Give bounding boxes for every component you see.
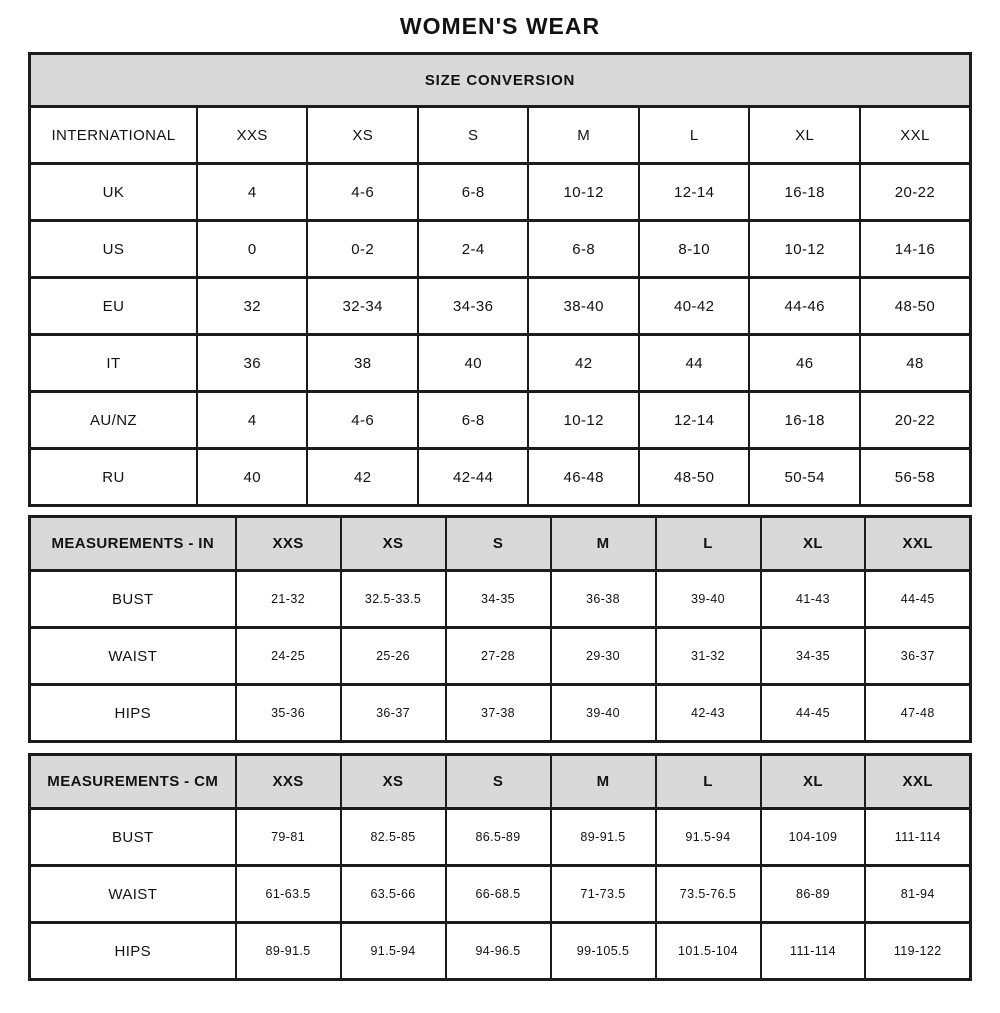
row-label: IT (30, 335, 197, 392)
table-row (30, 392, 971, 449)
size-value-cell: 0 (197, 221, 308, 278)
size-value-cell: 44-45 (865, 571, 970, 628)
size-value-cell: 20-22 (860, 164, 971, 221)
size-value-cell: 36-37 (341, 685, 446, 742)
size-value-cell: 4-6 (307, 164, 418, 221)
row-header-label: MEASUREMENTS - IN (30, 517, 236, 571)
size-value-cell: 34-35 (761, 628, 866, 685)
size-value-cell: 29-30 (551, 628, 656, 685)
size-value-cell: 44-45 (761, 685, 866, 742)
size-column-header: XL (761, 755, 866, 809)
size-guide-page (0, 13, 1000, 981)
size-conversion-table (28, 52, 972, 507)
size-column-header: XL (761, 517, 866, 571)
size-column-header: XS (341, 755, 446, 809)
size-value-cell: 16-18 (749, 392, 860, 449)
size-value-cell: 16-18 (749, 164, 860, 221)
row-header-label: INTERNATIONAL (30, 107, 197, 164)
size-value-cell: 41-43 (761, 571, 866, 628)
size-value-cell: 10-12 (528, 392, 639, 449)
size-value-cell: 79-81 (236, 809, 341, 866)
size-column-header: L (639, 107, 750, 164)
table-banner-row (30, 54, 971, 107)
size-value-cell: 4-6 (307, 392, 418, 449)
size-header-row (30, 107, 971, 164)
table-row (30, 335, 971, 392)
row-label: US (30, 221, 197, 278)
size-column-header: M (551, 517, 656, 571)
row-label: WAIST (30, 866, 236, 923)
size-value-cell: 24-25 (236, 628, 341, 685)
row-label: BUST (30, 809, 236, 866)
size-value-cell: 46-48 (528, 449, 639, 506)
size-value-cell: 21-32 (236, 571, 341, 628)
size-value-cell: 101.5-104 (656, 923, 761, 980)
size-value-cell: 36-38 (551, 571, 656, 628)
size-column-header: XXS (197, 107, 308, 164)
size-value-cell: 81-94 (865, 866, 970, 923)
size-value-cell: 12-14 (639, 392, 750, 449)
size-value-cell: 56-58 (860, 449, 971, 506)
size-column-header: XL (749, 107, 860, 164)
measurements-cm-table (28, 753, 972, 981)
size-value-cell: 0-2 (307, 221, 418, 278)
size-column-header: XXS (236, 517, 341, 571)
table-row (30, 628, 971, 685)
size-column-header: M (528, 107, 639, 164)
size-column-header: XS (307, 107, 418, 164)
size-value-cell: 6-8 (528, 221, 639, 278)
size-value-cell: 40 (418, 335, 529, 392)
table-row (30, 164, 971, 221)
size-value-cell: 48-50 (860, 278, 971, 335)
size-column-header: S (418, 107, 529, 164)
size-value-cell: 99-105.5 (551, 923, 656, 980)
size-value-cell: 48 (860, 335, 971, 392)
size-value-cell: 44 (639, 335, 750, 392)
row-label: HIPS (30, 685, 236, 742)
size-value-cell: 63.5-66 (341, 866, 446, 923)
size-value-cell: 42-43 (656, 685, 761, 742)
size-value-cell: 111-114 (761, 923, 866, 980)
size-value-cell: 46 (749, 335, 860, 392)
size-value-cell: 66-68.5 (446, 866, 551, 923)
size-column-header: S (446, 755, 551, 809)
size-value-cell: 89-91.5 (551, 809, 656, 866)
size-value-cell: 40-42 (639, 278, 750, 335)
size-value-cell: 32-34 (307, 278, 418, 335)
row-label: WAIST (30, 628, 236, 685)
size-value-cell: 10-12 (528, 164, 639, 221)
size-value-cell: 4 (197, 164, 308, 221)
row-label: HIPS (30, 923, 236, 980)
size-column-header: L (656, 755, 761, 809)
size-value-cell: 91.5-94 (341, 923, 446, 980)
row-label: RU (30, 449, 197, 506)
size-value-cell: 36 (197, 335, 308, 392)
row-label: AU/NZ (30, 392, 197, 449)
size-value-cell: 32.5-33.5 (341, 571, 446, 628)
size-column-header: XXL (865, 755, 970, 809)
size-value-cell: 48-50 (639, 449, 750, 506)
size-value-cell: 71-73.5 (551, 866, 656, 923)
size-value-cell: 32 (197, 278, 308, 335)
size-value-cell: 27-28 (446, 628, 551, 685)
size-value-cell: 119-122 (865, 923, 970, 980)
size-value-cell: 35-36 (236, 685, 341, 742)
size-value-cell: 61-63.5 (236, 866, 341, 923)
size-value-cell: 73.5-76.5 (656, 866, 761, 923)
size-value-cell: 86-89 (761, 866, 866, 923)
table-row (30, 449, 971, 506)
size-value-cell: 42 (307, 449, 418, 506)
size-value-cell: 39-40 (551, 685, 656, 742)
size-value-cell: 14-16 (860, 221, 971, 278)
size-value-cell: 39-40 (656, 571, 761, 628)
size-value-cell: 8-10 (639, 221, 750, 278)
size-value-cell: 12-14 (639, 164, 750, 221)
size-value-cell: 47-48 (865, 685, 970, 742)
size-header-row (30, 517, 971, 571)
table-row (30, 571, 971, 628)
table-row (30, 685, 971, 742)
size-value-cell: 50-54 (749, 449, 860, 506)
size-value-cell: 10-12 (749, 221, 860, 278)
size-value-cell: 37-38 (446, 685, 551, 742)
size-value-cell: 36-37 (865, 628, 970, 685)
row-label: BUST (30, 571, 236, 628)
size-column-header: XXL (860, 107, 971, 164)
row-label: UK (30, 164, 197, 221)
size-column-header: L (656, 517, 761, 571)
row-header-label: MEASUREMENTS - CM (30, 755, 236, 809)
size-value-cell: 31-32 (656, 628, 761, 685)
size-column-header: S (446, 517, 551, 571)
table-row (30, 278, 971, 335)
size-value-cell: 6-8 (418, 392, 529, 449)
size-column-header: M (551, 755, 656, 809)
size-value-cell: 42-44 (418, 449, 529, 506)
size-value-cell: 34-36 (418, 278, 529, 335)
row-label: EU (30, 278, 197, 335)
size-value-cell: 20-22 (860, 392, 971, 449)
size-value-cell: 42 (528, 335, 639, 392)
size-value-cell: 6-8 (418, 164, 529, 221)
size-value-cell: 111-114 (865, 809, 970, 866)
size-value-cell: 25-26 (341, 628, 446, 685)
table-banner: SIZE CONVERSION (30, 54, 971, 107)
table-row (30, 923, 971, 980)
size-value-cell: 89-91.5 (236, 923, 341, 980)
page-title: WOMEN'S WEAR (399, 13, 601, 39)
size-value-cell: 91.5-94 (656, 809, 761, 866)
table-row (30, 221, 971, 278)
size-header-row (30, 755, 971, 809)
size-column-header: XS (341, 517, 446, 571)
size-column-header: XXL (865, 517, 970, 571)
table-row (30, 866, 971, 923)
size-value-cell: 104-109 (761, 809, 866, 866)
size-value-cell: 2-4 (418, 221, 529, 278)
measurements-in-table (28, 515, 972, 743)
size-column-header: XXS (236, 755, 341, 809)
size-value-cell: 4 (197, 392, 308, 449)
size-value-cell: 38-40 (528, 278, 639, 335)
size-value-cell: 86.5-89 (446, 809, 551, 866)
size-value-cell: 34-35 (446, 571, 551, 628)
size-value-cell: 94-96.5 (446, 923, 551, 980)
size-value-cell: 44-46 (749, 278, 860, 335)
size-value-cell: 82.5-85 (341, 809, 446, 866)
size-value-cell: 38 (307, 335, 418, 392)
table-row (30, 809, 971, 866)
size-value-cell: 40 (197, 449, 308, 506)
